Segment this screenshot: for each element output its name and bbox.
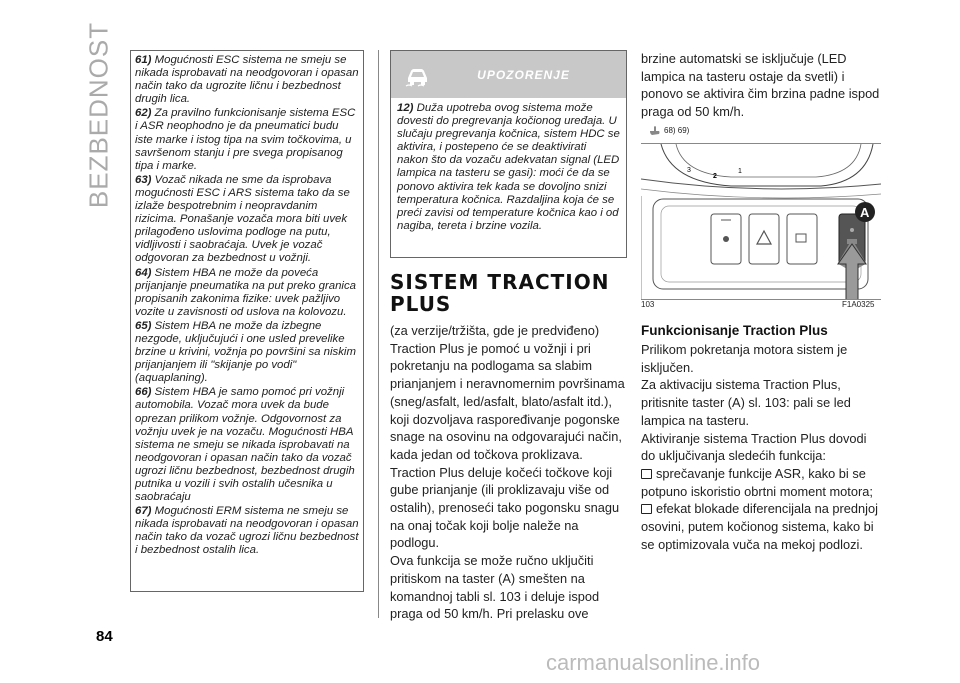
figure-references: 68) 69): [649, 125, 881, 136]
figure-number: 103: [641, 300, 655, 309]
list-item: efekat blokade diferencijala na prednjoj osovini, putem kočionog sistema, kako bi se optimizovala vuča na mekoj podlozi.: [641, 501, 878, 552]
right-column-top: [641, 50, 881, 136]
callout-label-a: A: [860, 205, 870, 220]
right-column-body: [641, 341, 881, 553]
side-section-title: [83, 21, 114, 209]
paragraph: Ova funkcija se može ručno uključiti pritiskom na taster (A) smešten na komandnoj tabli sl. 103 i deluje ispod praga od 50 km/h. Pri prelasku ove: [390, 553, 600, 622]
warning-header: [391, 51, 626, 98]
paragraph: Traction Plus je pomoć u vožnji i pri pokretanju na podlogama sa slabim prianjanjem i neravnomernim površinama (sneg/asfalt, led/asfalt, blato/asfalt itd.), koji dozvoljava raspoređivanje pogonske snage na osovinu na odgovarajući način, kada jedan od točkova proklizava.: [390, 340, 625, 462]
dashboard-illustration: [641, 144, 881, 299]
note-item: 62) Za pravilno funkcionisanje sistema ESC i ASR neophodno je da pneumatici budu iste marke i istog tipa na svim točkovima, u savršenom stanju i pre svega propisanog tipa i marke.: [135, 107, 356, 172]
page-number: 84: [96, 628, 113, 645]
warning-text: 12) Duža upotreba ovog sistema može dovesti do pregrevanja kočionog uređaja. U slučaju pregrevanja kočnica, sistem HDC se aktivira, i postepeno će se deaktivirati nakon što da vozaču adekvatan signal (LED lampica na tasteru se gasi): moći će da se ponovo aktivira tek kada se dovoljno snizi temperatura kočnica. Razdaljina koja će se preći zavisi od temperature kočnica kao i od nagiba, tereta i brzine vozila.: [397, 102, 620, 232]
checkbox-bullet-icon: [641, 469, 652, 479]
car-skid-warning-icon: [403, 60, 431, 88]
dial-number: 1: [738, 168, 742, 175]
paragraph: (za verzije/tržišta, gde je predviđeno): [390, 323, 600, 338]
dashboard-figure: [641, 143, 881, 300]
note-item: 67) Mogućnosti ERM sistema ne smeju se nikada isprobavati na neodgovoran i opasan način tako da vozač ugrozi ličnu bezbednost i bezbednost ostalih lica.: [135, 505, 359, 557]
paragraph: brzine automatski se isključuje (LED lampica na tasteru ostaje da svetli) i ponovo se aktivira čim brzina padne ispod praga od 50 km/h.: [641, 51, 880, 120]
note-item: 66) Sistem HBA je samo pomoć pri vožnji automobila. Vozač mora uvek da bude oprezan prilikom vožnje. Odgovornost za vožnju uvek je na vozaču. Mogućnosti HBA sistema ne smeju se nikada isprobavati na neodgovoran i opasan način tako da vozač ugrozi ličnu bezbednost, bezbednost drugih putnika u vozili i svih ostalih učesnika u saobraćaju: [135, 386, 355, 504]
watermark: carmanualsonline.info: [546, 650, 761, 675]
note-item: 64) Sistem HBA ne može da poveća prijanjanje pneumatika na put preko granica propisanih zakonima fizike: uvek pažljivo vozite u zavisnosti od uslova na kolovozu.: [135, 266, 356, 318]
paragraph: Traction Plus deluje kočeći točkove koji gube prianjanje (ili proklizavaju više od ostalih), prenoseći tako pogonsku snagu na onaj točak koji bolje naleže na podlogu.: [390, 464, 620, 551]
dial-number: 3: [687, 167, 691, 174]
column-divider: [378, 50, 379, 618]
note-item: 61) Mogućnosti ESC sistema ne smeju se nikada isprobavati na neodgovoran i opasan način tako da ugrozite ličnu i bezbednost drugih lica.: [135, 54, 359, 106]
safety-notes-box: [130, 50, 364, 592]
checkbox-bullet-icon: [641, 504, 652, 514]
section-body: [390, 322, 630, 623]
paragraph: Za aktivaciju sistema Traction Plus, pritisnite taster (A) sl. 103: pali se led lampica na tasteru.: [641, 377, 851, 428]
section-title: SISTEM TRACTION PLUS: [390, 270, 610, 316]
dial-number: 2: [713, 173, 717, 180]
list-item: sprečavanje funkcije ASR, kako bi se potpuno iskoristio obrtni moment motora;: [641, 465, 873, 499]
warning-box: [390, 50, 627, 258]
figure-code: F1A0325: [842, 300, 875, 309]
side-title-text: BEZBEDNOST: [83, 21, 114, 209]
subsection-title: Funkcionisanje Traction Plus: [641, 323, 828, 338]
note-item: 65) Sistem HBA ne može da izbegne nezgode, uključujući i one usled prevelike brzine u krivini, vožnja po površini sa niskim prijanjanjem ili "skijanje po vodi" (aquaplaning).: [135, 319, 356, 385]
warning-title: UPOZORENJE: [477, 67, 570, 82]
paragraph: Prilikom pokretanja motora sistem je isključen.: [641, 342, 848, 375]
note-item: 63) Vozač nikada ne sme da isprobava mogućnosti ESC i ARS sistema tako da se izlaže bespotrebnim i neopravdanim rizicima. Ponašanje vozača mora biti uvek prilagođeno uslovima podloge na putu, vidljivosti i saobraćaja. Uvek je vozač odgovoran za bezbednost u vožnji.: [135, 173, 350, 265]
hand-pointer-icon: [649, 125, 661, 136]
paragraph: Aktiviranje sistema Traction Plus dovodi do uključivanja sledećih funkcija:: [641, 430, 867, 464]
